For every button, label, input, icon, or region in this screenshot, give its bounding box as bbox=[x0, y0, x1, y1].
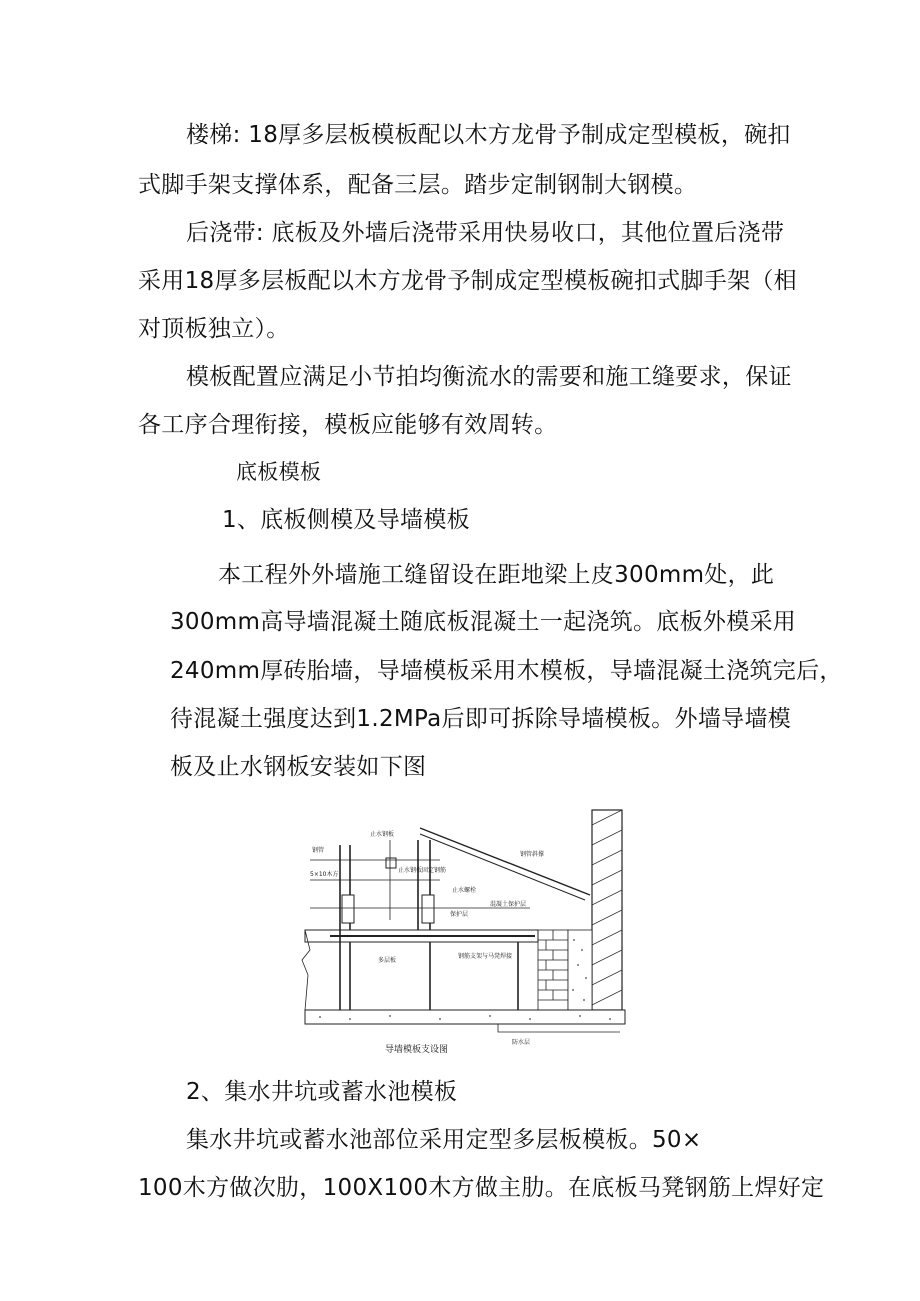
label-steel-pipe: 钢管 bbox=[312, 847, 325, 854]
label-protect: 保护层 bbox=[450, 911, 469, 918]
label-brace: 钢管斜撑 bbox=[520, 851, 545, 858]
label-water-stop: 止水钢板 bbox=[370, 831, 395, 838]
label-wood: 5×10木方 bbox=[310, 871, 339, 878]
label-plate: 多层板 bbox=[378, 957, 397, 964]
post-pour-paragraph-line1: 后浇带: 底板及外墙后浇带采用快易收口，其他位置后浇带 bbox=[186, 220, 785, 246]
stairs-paragraph-line1: 楼梯: 18厚多层板模板配以木方龙骨予制成定型模板，碗扣 bbox=[186, 122, 791, 148]
label-stool: 钢筋支架与马凳焊接 bbox=[458, 953, 513, 960]
body1-line5: 板及止水钢板安装如下图 bbox=[170, 754, 427, 780]
label-fix-rebar: 止水钢板固定钢筋 bbox=[398, 867, 447, 874]
body1-line3: 240mm厚砖胎墙，导墙模板采用木模板，导墙混凝土浇筑完后， bbox=[170, 658, 843, 684]
body1-line4: 待混凝土强度达到1.2MPa后即可拆除导墙模板。外墙导墙模 bbox=[170, 706, 792, 732]
post-pour-paragraph-line3: 对顶板独立）。 bbox=[138, 316, 290, 342]
section-heading-base: 底板模板 bbox=[236, 460, 322, 484]
stairs-paragraph-line2: 式脚手架支撑体系，配备三层。踏步定制钢制大钢模。 bbox=[138, 172, 698, 198]
config-paragraph-line2: 各工序合理衔接，模板应能够有效周转。 bbox=[138, 412, 558, 438]
label-bolt: 止水螺栓 bbox=[452, 887, 477, 894]
figure-caption: 导墙模板支设图 bbox=[385, 1045, 449, 1055]
section-heading-2: 2、集水井坑或蓄水池模板 bbox=[186, 1079, 458, 1105]
label-waterproof: 防水层 bbox=[512, 1039, 531, 1046]
body2-line2: 100木方做次肋，100X100木方做主肋。在底板马凳钢筋上焊好定 bbox=[138, 1175, 825, 1201]
body2-line1: 集水井坑或蓄水池部位采用定型多层板模板。50× bbox=[186, 1127, 702, 1153]
post-pour-paragraph-line2: 采用18厚多层板配以木方龙骨予制成定型模板碗扣式脚手架（相 bbox=[138, 268, 797, 294]
body1-line1: 本工程外外墙施工缝留设在距地梁上皮300mm处，此 bbox=[218, 562, 775, 588]
label-layer: 混凝土保护层 bbox=[490, 901, 527, 908]
guide-wall-formwork-diagram bbox=[290, 800, 630, 1060]
section-heading-1: 1、底板侧模及导墙模板 bbox=[222, 507, 470, 533]
config-paragraph-line1: 模板配置应满足小节拍均衡流水的需要和施工缝要求，保证 bbox=[186, 364, 792, 390]
body1-line2: 300mm高导墙混凝土随底板混凝土一起浇筑。底板外模采用 bbox=[170, 609, 797, 635]
